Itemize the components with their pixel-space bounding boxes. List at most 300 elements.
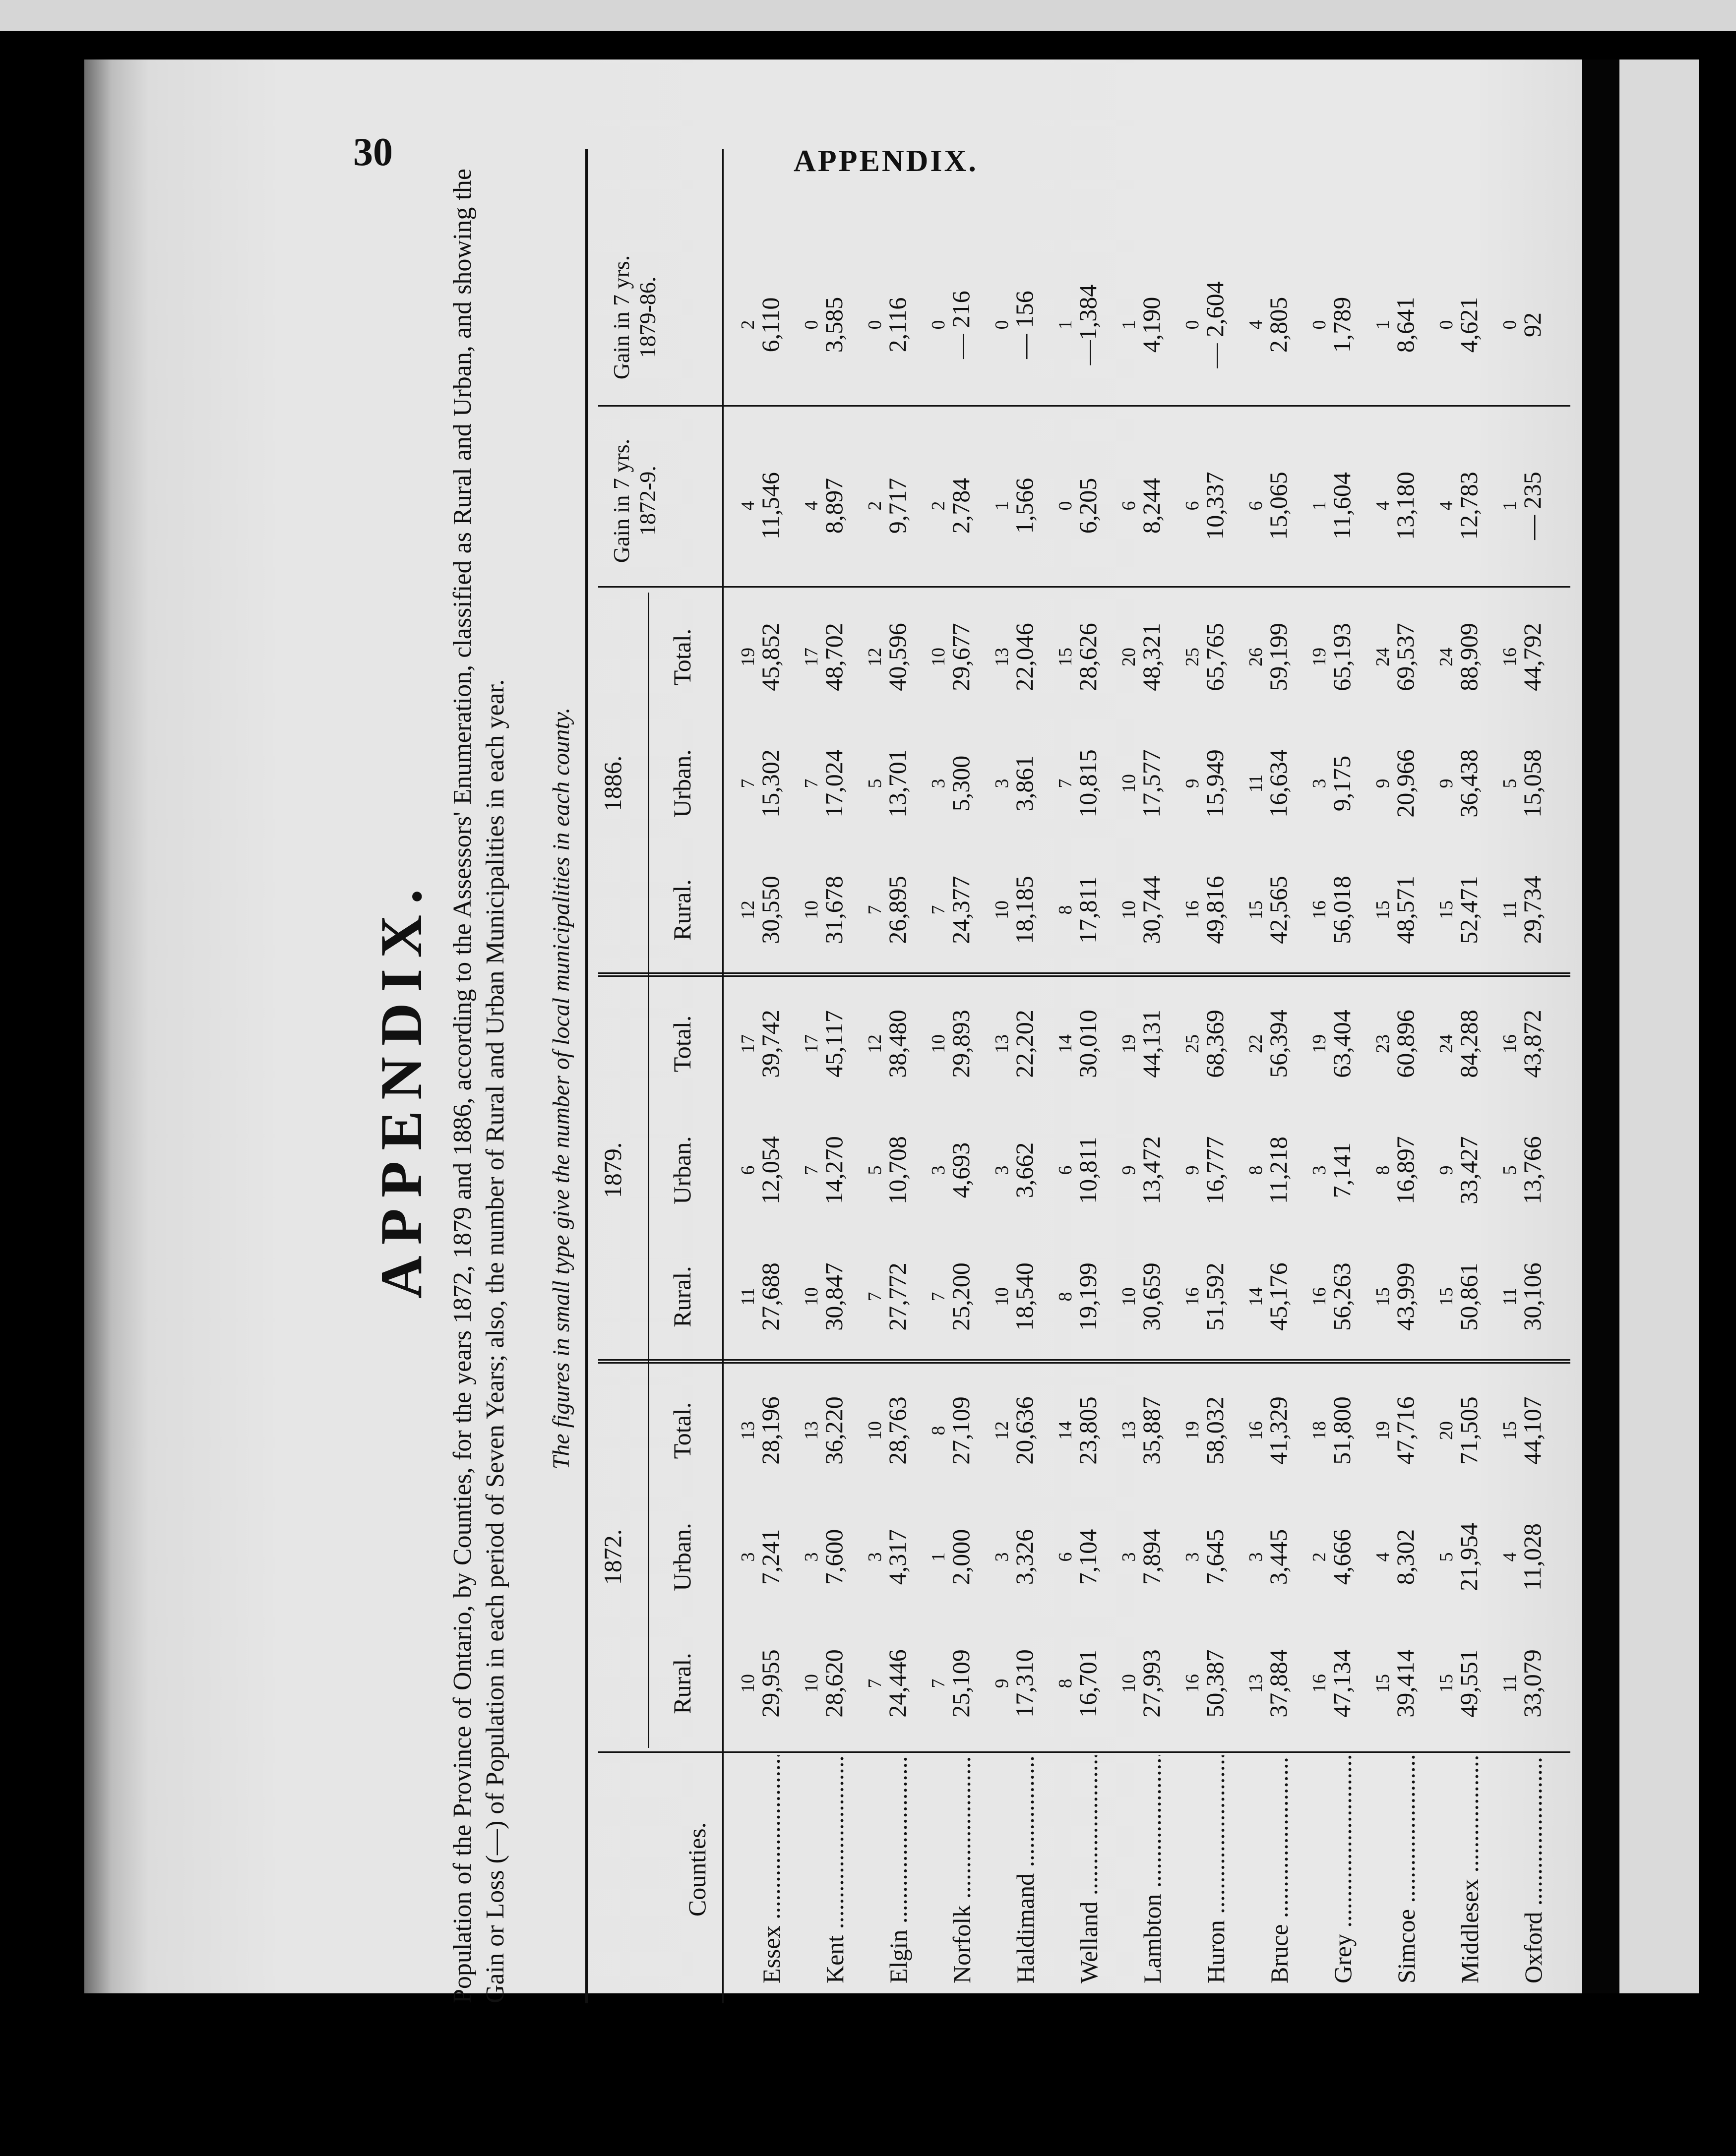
header-urban-1872: Urban. [668, 1523, 696, 1591]
municipality-count: 0 [1182, 320, 1203, 330]
municipality-count: 7 [865, 1678, 885, 1688]
header-urban-1879: Urban. [668, 1136, 696, 1204]
population-value: 5,300 [947, 755, 975, 812]
population-value: 3,326 [1010, 1529, 1038, 1585]
table-row [1245, 149, 1301, 2003]
municipality-count: 4 [1436, 501, 1457, 511]
municipality-count: 3 [928, 779, 949, 788]
population-value: 18,540 [1010, 1262, 1038, 1331]
population-value: 6,110 [756, 297, 784, 353]
municipality-count: 16 [1182, 1674, 1203, 1693]
population-value: 27,772 [883, 1262, 911, 1331]
municipality-count: 2 [738, 320, 758, 330]
municipality-count: 6 [738, 1165, 758, 1175]
population-value: 52,471 [1455, 876, 1483, 944]
population-value: 27,688 [756, 1262, 784, 1331]
municipality-count: 3 [992, 1552, 1012, 1562]
population-value: 8,244 [1137, 478, 1165, 534]
municipality-count: 0 [1499, 320, 1520, 330]
municipality-count: 1 [1055, 320, 1076, 330]
population-value: 7,104 [1074, 1529, 1102, 1585]
population-value: 17,577 [1137, 749, 1165, 818]
municipality-count: 9 [992, 1678, 1012, 1688]
municipality-count: 10 [1118, 1287, 1139, 1306]
population-value: 25,200 [947, 1262, 975, 1331]
county-name: Grey ..... [1328, 1755, 1357, 1983]
municipality-count: 23 [1372, 1034, 1393, 1053]
running-head: APPENDIX. [794, 144, 978, 178]
municipality-count: 0 [801, 320, 822, 330]
municipality-count: 19 [1182, 1421, 1203, 1440]
header-rural-1879: Rural. [668, 1266, 696, 1327]
municipality-count: 4 [1372, 1552, 1393, 1562]
population-value: 1,566 [1010, 478, 1038, 534]
population-value: 10,815 [1074, 749, 1102, 818]
population-value: 39,414 [1391, 1649, 1419, 1718]
municipality-count: 13 [1118, 1421, 1139, 1440]
municipality-count: 3 [928, 1165, 949, 1175]
municipality-count: 7 [1055, 779, 1076, 788]
table-row [1308, 149, 1364, 2003]
municipality-count: 3 [1309, 779, 1330, 788]
population-value: 4,190 [1137, 297, 1165, 353]
population-value: — 235 [1518, 472, 1546, 540]
population-value: 28,196 [756, 1396, 784, 1465]
population-value: 15,058 [1518, 749, 1546, 818]
municipality-count: 1 [1372, 320, 1393, 330]
population-value: 22,046 [1010, 623, 1038, 691]
municipality-count: 7 [801, 779, 822, 788]
municipality-count: 7 [865, 1292, 885, 1302]
population-value: 7,241 [756, 1529, 784, 1585]
population-value: 92 [1518, 312, 1546, 337]
population-value: 56,263 [1328, 1262, 1356, 1331]
population-value: 31,678 [820, 876, 848, 944]
county-name: Haldimand ..... [1011, 1755, 1040, 1983]
rule [722, 149, 724, 2003]
municipality-count: 1 [1118, 320, 1139, 330]
municipality-count: 0 [928, 320, 949, 330]
population-value: 23,805 [1074, 1396, 1102, 1465]
municipality-count: 10 [928, 648, 949, 666]
population-value: 9,717 [883, 478, 911, 534]
municipality-count: 4 [1372, 501, 1393, 511]
population-value: 84,288 [1455, 1010, 1483, 1078]
municipality-count: 19 [738, 648, 758, 666]
population-value: 65,193 [1328, 623, 1356, 691]
municipality-count: 13 [801, 1421, 822, 1440]
municipality-count: 7 [928, 1678, 949, 1688]
table-row [1118, 149, 1174, 2003]
municipality-count: 10 [1118, 900, 1139, 919]
county-name: Oxford ..... [1519, 1755, 1548, 1983]
population-value: 16,897 [1391, 1136, 1419, 1204]
population-value: 51,800 [1328, 1396, 1356, 1465]
county-name: Welland ..... [1074, 1755, 1103, 1983]
county-name: Norfolk ..... [947, 1755, 976, 1983]
population-value: 16,777 [1201, 1136, 1229, 1204]
municipality-count: 24 [1436, 1034, 1457, 1053]
population-value: 19,199 [1074, 1262, 1102, 1331]
population-value: 24,377 [947, 876, 975, 944]
municipality-count: 13 [738, 1421, 758, 1440]
population-value: 21,954 [1455, 1523, 1483, 1591]
population-value: 25,109 [947, 1649, 975, 1718]
municipality-count: 15 [1499, 1421, 1520, 1440]
municipality-count: 0 [1309, 320, 1330, 330]
municipality-count: 4 [1245, 320, 1266, 330]
municipality-count: 3 [992, 779, 1012, 788]
county-name: Bruce ..... [1265, 1755, 1294, 1983]
municipality-count: 14 [1055, 1421, 1076, 1440]
population-value: 17,811 [1074, 876, 1102, 944]
population-value: 41,329 [1264, 1396, 1292, 1465]
header-1879: 1879. [599, 1142, 626, 1198]
municipality-count: 3 [801, 1552, 822, 1562]
population-value: 71,505 [1455, 1396, 1483, 1465]
population-value: 20,636 [1010, 1396, 1038, 1465]
municipality-count: 7 [801, 1165, 822, 1175]
municipality-count: 10 [992, 1287, 1012, 1306]
county-name: Lambton ..... [1138, 1755, 1167, 1983]
municipality-count: 12 [865, 648, 885, 666]
header-total-1872: Total. [668, 1402, 696, 1459]
population-value: 3,445 [1264, 1529, 1292, 1585]
municipality-count: 10 [992, 900, 1012, 919]
population-value: 49,551 [1455, 1649, 1483, 1718]
municipality-count: 10 [801, 900, 822, 919]
municipality-count: 8 [1055, 905, 1076, 915]
table-row [737, 149, 793, 2003]
population-value: 60,896 [1391, 1010, 1419, 1078]
municipality-count: 8 [1245, 1165, 1266, 1175]
county-name: Kent ..... [820, 1755, 849, 1983]
header-total-1879: Total. [668, 1015, 696, 1073]
population-value: 29,955 [756, 1649, 784, 1718]
population-value: 49,816 [1201, 876, 1229, 944]
municipality-count: 6 [1118, 501, 1139, 511]
municipality-count: 6 [1182, 501, 1203, 511]
population-value: 43,872 [1518, 1010, 1546, 1078]
municipality-count: 17 [801, 648, 822, 666]
population-value: 7,645 [1201, 1529, 1229, 1585]
population-value: 13,701 [883, 749, 911, 818]
population-value: 29,677 [947, 623, 975, 691]
rotated-table-page [367, 144, 1582, 2033]
population-value: 3,662 [1010, 1142, 1038, 1198]
population-value: 27,993 [1137, 1649, 1165, 1718]
municipality-count: 24 [1372, 648, 1393, 666]
population-value: 13,766 [1518, 1136, 1546, 1204]
table-row [1054, 149, 1111, 2003]
population-value: 28,626 [1074, 623, 1102, 691]
population-value: 8,302 [1391, 1529, 1419, 1585]
population-value: 48,702 [820, 623, 848, 691]
municipality-count: 11 [738, 1287, 758, 1306]
population-value: 10,811 [1074, 1137, 1102, 1204]
municipality-count: 10 [865, 1421, 885, 1440]
municipality-count: 2 [865, 501, 885, 511]
population-value: 68,369 [1201, 1010, 1229, 1078]
municipality-count: 3 [738, 1552, 758, 1562]
population-value: 18,185 [1010, 876, 1038, 944]
scan-top-edge [0, 0, 1736, 31]
population-value: 10,708 [883, 1136, 911, 1204]
population-value: 36,438 [1455, 749, 1483, 818]
municipality-count: 10 [1118, 774, 1139, 793]
table-row [1499, 149, 1555, 2003]
municipality-count: 9 [1436, 779, 1457, 788]
municipality-count: 5 [865, 1165, 885, 1175]
municipality-count: 2 [1309, 1552, 1330, 1562]
municipality-count: 5 [1499, 779, 1520, 788]
population-value: 12,054 [756, 1136, 784, 1204]
population-value: 20,966 [1391, 749, 1419, 818]
municipality-count: 11 [1499, 1674, 1520, 1693]
population-value: 56,018 [1328, 876, 1356, 944]
population-value: 15,949 [1201, 749, 1229, 818]
municipality-count: 3 [1118, 1552, 1139, 1562]
population-value: 69,537 [1391, 623, 1419, 691]
population-value: 40,596 [883, 623, 911, 691]
municipality-count: 19 [1309, 1034, 1330, 1053]
municipality-count: 9 [1372, 779, 1393, 788]
population-value: 2,805 [1264, 297, 1292, 353]
municipality-count: 7 [865, 905, 885, 915]
municipality-count: 11 [1499, 1287, 1520, 1306]
municipality-count: 17 [801, 1034, 822, 1053]
population-value: 28,620 [820, 1649, 848, 1718]
population-value: 14,270 [820, 1136, 848, 1204]
municipality-count: 19 [1118, 1034, 1139, 1053]
municipality-count: 1 [928, 1552, 949, 1562]
municipality-count: 7 [738, 779, 758, 788]
municipality-count: 15 [1436, 900, 1457, 919]
municipality-count: 26 [1245, 648, 1266, 666]
population-value: 44,131 [1137, 1010, 1165, 1078]
municipality-count: 16 [1499, 648, 1520, 666]
municipality-count: 16 [1309, 900, 1330, 919]
municipality-count: 13 [992, 1034, 1012, 1053]
municipality-count: 3 [1245, 1552, 1266, 1562]
municipality-count: 3 [865, 1552, 885, 1562]
population-value: 56,394 [1264, 1010, 1292, 1078]
population-value: 4,317 [883, 1529, 911, 1585]
population-value: 30,744 [1137, 876, 1165, 944]
population-value: 4,621 [1455, 297, 1483, 353]
population-value: 43,999 [1391, 1262, 1419, 1331]
municipality-count: 5 [1436, 1552, 1457, 1562]
population-value: 33,427 [1455, 1136, 1483, 1204]
binding-shadow [1582, 60, 1619, 1993]
population-value: 44,792 [1518, 623, 1546, 691]
population-value: 47,134 [1328, 1649, 1356, 1718]
municipality-count: 14 [1055, 1034, 1076, 1053]
municipality-count: 15 [1436, 1287, 1457, 1306]
municipality-count: 12 [992, 1421, 1012, 1440]
municipality-count: 15 [1245, 900, 1266, 919]
population-value: 48,321 [1137, 623, 1165, 691]
municipality-count: 1 [992, 501, 1012, 511]
municipality-count: 24 [1436, 648, 1457, 666]
municipality-count: 7 [928, 905, 949, 915]
municipality-count: 12 [865, 1034, 885, 1053]
population-value: 63,404 [1328, 1010, 1356, 1078]
population-value: 11,546 [756, 472, 784, 539]
population-value: 16,634 [1264, 749, 1292, 818]
header-1872: 1872. [599, 1529, 626, 1585]
municipality-count: 5 [1499, 1165, 1520, 1175]
population-value: 9,175 [1328, 755, 1356, 812]
population-value: 4,693 [947, 1142, 975, 1198]
municipality-count: 17 [738, 1034, 758, 1053]
population-value: 16,701 [1074, 1649, 1102, 1718]
population-value: 58,032 [1201, 1396, 1229, 1465]
municipality-count: 15 [1372, 900, 1393, 919]
population-value: 45,852 [756, 623, 784, 691]
municipality-count: 4 [801, 501, 822, 511]
population-value: 8,897 [820, 478, 848, 534]
table-row [864, 149, 920, 2003]
municipality-count: 0 [992, 320, 1012, 330]
municipality-count: 10 [1118, 1674, 1139, 1693]
municipality-count: 16 [1309, 1287, 1330, 1306]
population-value: 45,117 [820, 1010, 848, 1078]
population-table [585, 149, 1570, 2003]
population-value: 15,065 [1264, 472, 1292, 540]
header-1886: 1886. [599, 755, 626, 812]
municipality-count: 5 [865, 779, 885, 788]
population-value: 47,716 [1391, 1396, 1419, 1465]
population-value: 30,847 [820, 1262, 848, 1331]
population-value: 27,109 [947, 1396, 975, 1465]
population-value: 51,592 [1201, 1262, 1229, 1331]
population-value: 29,893 [947, 1010, 975, 1078]
population-value: 11,604 [1328, 472, 1356, 539]
population-value: 12,783 [1455, 472, 1483, 540]
municipality-count: 1 [1309, 501, 1330, 511]
table-row [991, 149, 1047, 2003]
municipality-count: 14 [1245, 1287, 1266, 1306]
municipality-count: 8 [1055, 1678, 1076, 1688]
municipality-count: 25 [1182, 648, 1203, 666]
municipality-count: 2 [928, 501, 949, 511]
municipality-count: 18 [1309, 1421, 1330, 1440]
facing-page-edge [1619, 60, 1699, 1993]
population-value: 44,107 [1518, 1396, 1546, 1465]
municipality-count: 9 [1118, 1165, 1139, 1175]
municipality-count: 9 [1182, 779, 1203, 788]
caption-note: The figures in small type give the number of local municipalities in each county. [548, 707, 574, 1470]
municipality-count: 19 [1309, 648, 1330, 666]
population-value: 11,218 [1264, 1137, 1292, 1204]
municipality-count: 6 [1245, 501, 1266, 511]
population-value: 15,302 [756, 749, 784, 818]
municipality-count: 19 [1372, 1421, 1393, 1440]
municipality-count: 6 [1055, 1165, 1076, 1175]
population-value: 2,784 [947, 478, 975, 534]
population-value: 7,600 [820, 1529, 848, 1585]
municipality-count: 0 [865, 320, 885, 330]
header-gain-1872-9: Gain in 7 yrs. 1872-9. [609, 438, 660, 563]
appendix-title: APPENDIX. [368, 878, 434, 1299]
municipality-count: 16 [1245, 1421, 1266, 1440]
municipality-count: 4 [738, 501, 758, 511]
municipality-count: 8 [928, 1426, 949, 1436]
population-value: 30,550 [756, 876, 784, 944]
municipality-count: 4 [1499, 1552, 1520, 1562]
population-value: 11,028 [1518, 1523, 1546, 1591]
population-value: 88,909 [1455, 623, 1483, 691]
header-counties: Counties. [683, 1822, 711, 1917]
municipality-count: 3 [1309, 1165, 1330, 1175]
population-value: 3,585 [820, 297, 848, 353]
municipality-count: 12 [738, 900, 758, 919]
municipality-count: 10 [801, 1287, 822, 1306]
population-value: 45,176 [1264, 1262, 1292, 1331]
municipality-count: 20 [1118, 648, 1139, 666]
header-total-1886: Total. [668, 628, 696, 686]
county-name: Essex ..... [757, 1755, 786, 1983]
population-value: 37,884 [1264, 1649, 1292, 1718]
table-row [801, 149, 857, 2003]
county-name: Elgin ..... [884, 1755, 913, 1983]
county-name: Middlesex ..... [1455, 1755, 1484, 1983]
population-value: 38,480 [883, 1010, 911, 1078]
population-value: 22,202 [1010, 1010, 1038, 1078]
population-value: 1,789 [1328, 297, 1356, 353]
municipality-count: 16 [1499, 1034, 1520, 1053]
population-value: 29,734 [1518, 876, 1546, 944]
population-value: 26,895 [883, 876, 911, 944]
page-number: 30 [353, 130, 393, 174]
municipality-count: 16 [1182, 1287, 1203, 1306]
municipality-count: 1 [1499, 501, 1520, 511]
population-value: 50,387 [1201, 1649, 1229, 1718]
municipality-count: 9 [1182, 1165, 1203, 1175]
population-value: 2,116 [883, 297, 911, 353]
header-urban-1886: Urban. [668, 749, 696, 818]
table-row [928, 149, 984, 2003]
municipality-count: 15 [1372, 1674, 1393, 1693]
municipality-count: 8 [1055, 1292, 1076, 1302]
header-gain-1879-86: Gain in 7 yrs. 1879-86. [609, 255, 660, 380]
population-value: 7,894 [1137, 1529, 1165, 1585]
municipality-count: 15 [1055, 648, 1076, 666]
population-value: 17,024 [820, 749, 848, 818]
municipality-count: 0 [1436, 320, 1457, 330]
population-value: 13,180 [1391, 472, 1419, 540]
population-value: 50,861 [1455, 1262, 1483, 1331]
population-value: — 216 [947, 291, 975, 359]
population-value: 6,205 [1074, 478, 1102, 534]
municipality-count: 10 [801, 1674, 822, 1693]
municipality-count: 15 [1372, 1287, 1393, 1306]
municipality-count: 0 [1055, 501, 1076, 511]
population-value: 48,571 [1391, 876, 1419, 944]
municipality-count: 15 [1436, 1674, 1457, 1693]
municipality-count: 16 [1182, 900, 1203, 919]
municipality-count: 25 [1182, 1034, 1203, 1053]
population-value: 59,199 [1264, 623, 1292, 691]
municipality-count: 20 [1436, 1421, 1457, 1440]
municipality-count: 6 [1055, 1552, 1076, 1562]
municipality-count: 11 [1245, 774, 1266, 793]
rule [648, 593, 649, 1748]
municipality-count: 16 [1309, 1674, 1330, 1693]
municipality-count: 9 [1436, 1165, 1457, 1175]
county-name: Simcoe ..... [1392, 1755, 1421, 1983]
